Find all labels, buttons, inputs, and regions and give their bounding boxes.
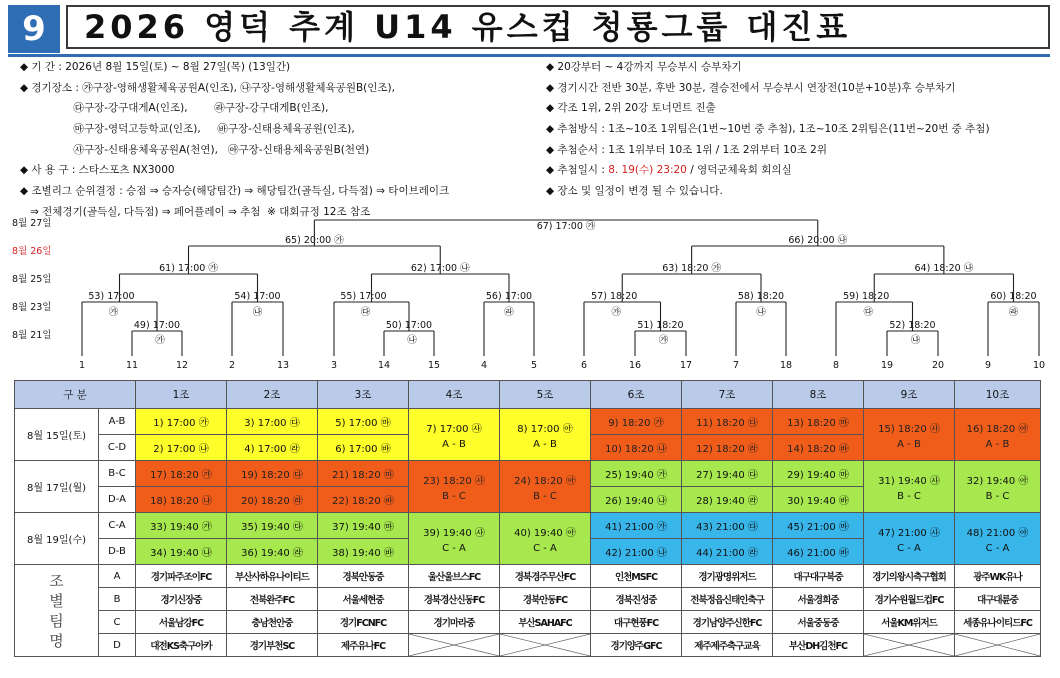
- match-cell-merged: [409, 513, 500, 565]
- match-cell-merged: [500, 461, 591, 513]
- match-time: 32) 19:40 ㉵: [966, 475, 1029, 487]
- team-name: 제주유나FC: [318, 634, 409, 657]
- match-pairing: B - C: [897, 490, 921, 502]
- team-name: 서울남강FC: [136, 611, 227, 634]
- team-name: 경기의왕시축구협회: [864, 565, 955, 588]
- venue-mark: ㉯: [407, 335, 417, 346]
- match-pairing: A - B: [533, 438, 557, 450]
- group-slot-label: C: [99, 611, 136, 634]
- group-header: 4조: [409, 381, 500, 409]
- empty-slot: [864, 634, 955, 657]
- r20-match-label: 51) 18:20: [637, 320, 684, 331]
- match-cell: 17) 18:20 ㉮: [136, 461, 227, 487]
- info-line: ◆ 장소 및 일정이 변경 될 수 있습니다.: [546, 185, 723, 198]
- team-name: 제주제주축구교육: [682, 634, 773, 657]
- seed-number: 14: [377, 360, 391, 371]
- venue-mark: ㉯: [252, 307, 263, 318]
- team-name: 대구현풍FC: [591, 611, 682, 634]
- match-cell: 3) 17:00 ㉰: [227, 409, 318, 435]
- empty-slot: [955, 634, 1041, 657]
- quarterfinal-match-label: 62) 17:00 ㉯: [410, 263, 470, 274]
- venue-mark: ㉯: [910, 335, 921, 346]
- match-day: 8월 19일(수): [15, 513, 99, 565]
- venue-mark: ㉮: [611, 307, 622, 318]
- seed-number: 20: [931, 360, 945, 371]
- match-cell-merged: [409, 409, 500, 461]
- seed-number: 2: [228, 360, 236, 371]
- seed-number: 7: [732, 360, 740, 371]
- team-name: 경북진성중: [591, 588, 682, 611]
- semifinal-match-label: 66) 20:00 ㉯: [788, 235, 848, 246]
- pairing-label: D-A: [99, 487, 136, 513]
- match-time: 8) 17:00 ㉵: [517, 423, 573, 435]
- venue-mark: ㉯: [756, 307, 766, 318]
- section-number: 9: [8, 5, 60, 53]
- match-cell-merged: [864, 409, 955, 461]
- match-cell: 6) 17:00 ㉳: [318, 435, 409, 461]
- r20-match-label: 50) 17:00: [385, 320, 433, 331]
- r16-match-label: 58) 18:20: [737, 291, 785, 302]
- info-line: ◆ 사 용 구 : 스타스포츠 NX3000: [20, 164, 175, 177]
- match-cell-merged: [955, 513, 1041, 565]
- match-time: 47) 21:00 ㉴: [878, 527, 940, 539]
- match-pairing: C - A: [985, 542, 1010, 554]
- match-cell: 14) 18:20 ㉳: [773, 435, 864, 461]
- seed-number: 13: [276, 360, 290, 371]
- group-slot-label: D: [99, 634, 136, 657]
- match-cell: 37) 19:40 ㉲: [318, 513, 409, 539]
- team-name: 부산DH김천FC: [773, 634, 864, 657]
- seed-number: 4: [480, 360, 488, 371]
- info-line: ◆ 조별리그 순위결정 : 승점 ⇒ 승자승(해당팀간) ⇒ 해당팀간(골득실, 다득점) ⇒ 타이브레이크: [20, 185, 450, 198]
- quarterfinal-match-label: 64) 18:20 ㉯: [914, 263, 974, 274]
- team-name: 대전KS축구아카: [136, 634, 227, 657]
- team-name: 경북경산신동FC: [409, 588, 500, 611]
- match-time: 48) 21:00 ㉵: [966, 527, 1029, 539]
- table-header-row: [15, 381, 1041, 409]
- match-cell-merged: [500, 409, 591, 461]
- seed-number: 16: [628, 360, 642, 371]
- info-line: ◆ 추첨순서 : 1조 1위부터 10조 1위 / 1조 2위부터 10조 2위: [546, 143, 827, 156]
- match-cell-merged: [409, 461, 500, 513]
- match-cell: 26) 19:40 ㉯: [591, 487, 682, 513]
- semifinal-match-label: 65) 20:00 ㉮: [285, 235, 344, 246]
- match-cell: 10) 18:20 ㉯: [591, 435, 682, 461]
- r16-match-label: 59) 18:20: [843, 291, 890, 302]
- venue-mark: ㉮: [108, 307, 119, 318]
- match-cell: 41) 21:00 ㉮: [591, 513, 682, 539]
- venue-mark: ㉱: [504, 307, 514, 318]
- match-cell-merged: [864, 513, 955, 565]
- match-time: 31) 19:40 ㉴: [878, 475, 940, 487]
- match-cell: 43) 21:00 ㉰: [682, 513, 773, 539]
- group-header: 2조: [227, 381, 318, 409]
- match-cell: 29) 19:40 ㉲: [773, 461, 864, 487]
- info-line: ⇒ 전체경기(골득실, 다득점) ⇒ 페어플레이 ⇒ 추첨 ※ 대회규정 12조 참조: [20, 205, 371, 218]
- r20-match-label: 52) 18:20: [889, 320, 936, 331]
- pairing-label: D-B: [99, 539, 136, 565]
- team-name: 울산울브스FC: [409, 565, 500, 588]
- team-name: 서울KM위저드: [864, 611, 955, 634]
- seed-number: 10: [1032, 360, 1046, 371]
- match-time: 15) 18:20 ㉴: [878, 423, 940, 435]
- seed-number: 8: [832, 360, 840, 371]
- team-name: 대구대륜중: [955, 588, 1041, 611]
- match-time: 40) 19:40 ㉵: [514, 527, 576, 539]
- info-line: ◆ 경기시간 전반 30분, 후반 30분, 결승전에서 무승부시 연장전(10분+10분)후 승부차기: [546, 81, 956, 94]
- match-cell: 36) 19:40 ㉱: [227, 539, 318, 565]
- match-cell: 35) 19:40 ㉰: [227, 513, 318, 539]
- pairing-label: C-A: [99, 513, 136, 539]
- match-cell: 20) 18:20 ㉱: [227, 487, 318, 513]
- group-header: 3조: [318, 381, 409, 409]
- match-pairing: A - B: [442, 438, 466, 450]
- group-header: 8조: [773, 381, 864, 409]
- team-name: 전북완주FC: [227, 588, 318, 611]
- draw-date: 8. 19(수) 23:20: [608, 164, 687, 177]
- group-header: 10조: [955, 381, 1041, 409]
- match-pairing: B - C: [442, 490, 466, 502]
- info-line: ◆ 추첨방식 : 1조~10조 1위팀은(1번~10번 중 추첨), 1조~10조 2위팀은(11번~20번 중 추첨): [546, 123, 990, 136]
- team-name: 서울경희중: [773, 588, 864, 611]
- team-name: 경기마라중: [409, 611, 500, 634]
- team-name: 전북정읍신태인축구: [682, 588, 773, 611]
- team-row: [15, 565, 1041, 588]
- match-cell-merged: [955, 461, 1041, 513]
- match-day: 8월 15일(토): [15, 409, 99, 461]
- schedule-row: [15, 461, 1041, 487]
- seed-number: 9: [984, 360, 992, 371]
- match-cell-merged: [864, 461, 955, 513]
- schedule-row: [15, 513, 1041, 539]
- schedule-row: [15, 409, 1041, 435]
- team-name: 경기FCNFC: [318, 611, 409, 634]
- info-line-draw: [546, 160, 990, 181]
- match-cell: 12) 18:20 ㉱: [682, 435, 773, 461]
- seed-number: 3: [330, 360, 338, 371]
- team-name: 대구대구북중: [773, 565, 864, 588]
- match-pairing: C - A: [442, 542, 466, 554]
- round-date-label: 8월 23일: [12, 302, 52, 313]
- match-pairing: B - C: [985, 490, 1010, 502]
- match-cell: 9) 18:20 ㉮: [591, 409, 682, 435]
- team-name: 세종유나이티드FC: [955, 611, 1041, 634]
- match-cell: 25) 19:40 ㉮: [591, 461, 682, 487]
- match-cell: 19) 18:20 ㉰: [227, 461, 318, 487]
- match-cell: 33) 19:40 ㉮: [136, 513, 227, 539]
- seed-number: 15: [427, 360, 441, 371]
- team-name: 부산사하유나이티드: [227, 565, 318, 588]
- team-name: 경기수원월드컵FC: [864, 588, 955, 611]
- page-title: 2026 영덕 추계 U14 유스컵 청룡그룹 대진표: [66, 5, 1050, 49]
- r16-match-label: 55) 17:00: [340, 291, 387, 302]
- team-name: 경기양주GFC: [591, 634, 682, 657]
- team-name: 경기파주조이FC: [136, 565, 227, 588]
- info-line: ㉲구장-영덕고등학교(인조), ㉳구장-신태용체육공원(인조),: [20, 123, 355, 136]
- team-name: 경기남양주신한FC: [682, 611, 773, 634]
- final-match-label: 67) 17:00 ㉮: [536, 221, 596, 232]
- match-time: 7) 17:00 ㉴: [426, 423, 482, 435]
- match-cell: 21) 18:20 ㉲: [318, 461, 409, 487]
- match-cell: 27) 19:40 ㉰: [682, 461, 773, 487]
- team-name: 광주WK유나: [955, 565, 1041, 588]
- seed-number: 19: [880, 360, 894, 371]
- info-left: [20, 57, 449, 223]
- team-name: 부산SAHAFC: [500, 611, 591, 634]
- round-date-label: 8월 25일: [12, 274, 52, 285]
- venue-mark: ㉱: [1008, 307, 1019, 318]
- match-pairing: A - B: [897, 438, 921, 450]
- info-line: ㉴구장-신태용체육공원A(천연), ㉵구장-신태용체육공원B(천연): [20, 143, 370, 156]
- match-cell: 45) 21:00 ㉲: [773, 513, 864, 539]
- team-row: [15, 634, 1041, 657]
- r16-match-label: 54) 17:00: [234, 291, 281, 302]
- seed-number: 1: [78, 360, 86, 371]
- group-header: 7조: [682, 381, 773, 409]
- match-cell: 11) 18:20 ㉰: [682, 409, 773, 435]
- match-cell: 4) 17:00 ㉱: [227, 435, 318, 461]
- match-cell-merged: [955, 409, 1041, 461]
- info-line: ㉰구장-강구대게A(인조), ㉱구장-강구대게B(인조),: [20, 102, 329, 115]
- match-cell: 42) 21:00 ㉯: [591, 539, 682, 565]
- team-row: [15, 611, 1041, 634]
- venue-mark: ㉰: [360, 307, 371, 318]
- seed-number: 6: [580, 360, 588, 371]
- round-date-label: 8월 21일: [12, 330, 52, 341]
- match-cell: 22) 18:20 ㉳: [318, 487, 409, 513]
- seed-number: 12: [175, 360, 189, 371]
- draw-label: ◆ 추첨일시 :: [546, 164, 609, 177]
- group-slot-label: B: [99, 588, 136, 611]
- match-cell: 18) 18:20 ㉯: [136, 487, 227, 513]
- team-name: 경북안동FC: [500, 588, 591, 611]
- draw-place: / 영덕군체육회 회의실: [686, 164, 792, 177]
- match-cell: 5) 17:00 ㉲: [318, 409, 409, 435]
- seed-number: 18: [779, 360, 793, 371]
- venue-mark: ㉮: [155, 335, 165, 346]
- match-cell: 1) 17:00 ㉮: [136, 409, 227, 435]
- match-time: 23) 18:20 ㉴: [423, 475, 485, 487]
- match-cell: 28) 19:40 ㉱: [682, 487, 773, 513]
- team-name: 서울중동중: [773, 611, 864, 634]
- team-name: 경북경주무산FC: [500, 565, 591, 588]
- team-name: 경북안동중: [318, 565, 409, 588]
- match-time: 39) 19:40 ㉴: [423, 527, 485, 539]
- table-corner: 구 분: [15, 381, 136, 409]
- group-slot-label: A: [99, 565, 136, 588]
- r16-match-label: 60) 18:20: [990, 291, 1037, 302]
- match-cell: 30) 19:40 ㉳: [773, 487, 864, 513]
- match-pairing: A - B: [985, 438, 1010, 450]
- team-name: 충남천안중: [227, 611, 318, 634]
- pairing-label: A-B: [99, 409, 136, 435]
- match-cell: 38) 19:40 ㉳: [318, 539, 409, 565]
- team-name: 경기신장중: [136, 588, 227, 611]
- match-day: 8월 17일(월): [15, 461, 99, 513]
- pairing-label: C-D: [99, 435, 136, 461]
- match-time: 24) 18:20 ㉵: [514, 475, 576, 487]
- match-pairing: B - C: [533, 490, 557, 502]
- tournament-bracket: [0, 210, 1060, 375]
- group-header: 6조: [591, 381, 682, 409]
- quarterfinal-match-label: 63) 18:20 ㉮: [662, 263, 721, 274]
- match-cell: 13) 18:20 ㉲: [773, 409, 864, 435]
- match-pairing: C - A: [533, 542, 557, 554]
- round-date-label: 8월 27일: [12, 218, 52, 229]
- match-cell: 2) 17:00 ㉯: [136, 435, 227, 461]
- group-header: 5조: [500, 381, 591, 409]
- match-time: 16) 18:20 ㉵: [966, 423, 1029, 435]
- seed-number: 17: [679, 360, 693, 371]
- r16-match-label: 56) 17:00: [485, 291, 533, 302]
- venue-mark: ㉮: [658, 335, 669, 346]
- team-name: 경기광명위저드: [682, 565, 773, 588]
- info-line: ◆ 각조 1위, 2위 20강 토너먼트 진출: [546, 102, 716, 115]
- info-line: ◆ 20강부터 ~ 4강까지 무승부시 승부차기: [546, 61, 742, 73]
- match-cell-merged: [500, 513, 591, 565]
- match-cell: 44) 21:00 ㉱: [682, 539, 773, 565]
- r20-match-label: 49) 17:00: [133, 320, 181, 331]
- team-label: 조별팀명: [15, 565, 99, 657]
- info-line: ◆ 기 간 : 2026년 8월 15일(토) ~ 8월 27일(목) (13일간): [20, 61, 291, 73]
- team-name: 서울세현중: [318, 588, 409, 611]
- r16-match-label: 53) 17:00: [88, 291, 135, 302]
- group-header: 1조: [136, 381, 227, 409]
- round-date-label: 8월 26일: [12, 246, 52, 257]
- r16-match-label: 57) 18:20: [591, 291, 638, 302]
- empty-slot: [409, 634, 500, 657]
- team-name: 경기부천SC: [227, 634, 318, 657]
- match-pairing: C - A: [897, 542, 921, 554]
- seed-number: 5: [530, 360, 538, 371]
- info-right: [546, 57, 990, 202]
- seed-number: 11: [125, 360, 139, 371]
- team-row: [15, 588, 1041, 611]
- info-line: ◆ 경기장소 : ㉮구장-영해생활체육공원A(인조), ㉯구장-영해생활체육공원B(인조),: [20, 81, 395, 94]
- venue-mark: ㉰: [863, 307, 874, 318]
- team-name: 인천MSFC: [591, 565, 682, 588]
- match-cell: 34) 19:40 ㉯: [136, 539, 227, 565]
- empty-slot: [500, 634, 591, 657]
- group-header: 9조: [864, 381, 955, 409]
- quarterfinal-match-label: 61) 17:00 ㉮: [159, 263, 218, 274]
- schedule-table: [14, 380, 1041, 657]
- match-cell: 46) 21:00 ㉳: [773, 539, 864, 565]
- pairing-label: B-C: [99, 461, 136, 487]
